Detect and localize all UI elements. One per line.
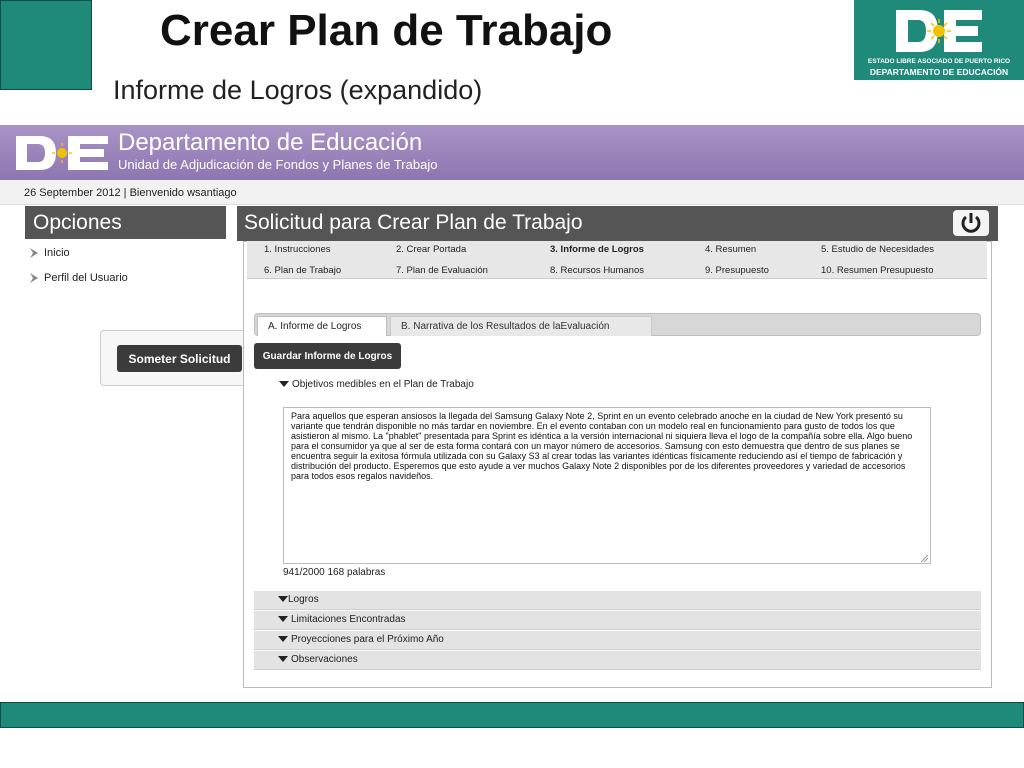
sidebar-item-label: Perfil del Usuario [44, 272, 128, 284]
section-logros-toggle[interactable] [254, 591, 981, 610]
app-title: Departamento de Educación [118, 129, 423, 156]
section-limitaciones-toggle[interactable] [254, 611, 981, 630]
app-logo-mark [14, 132, 110, 174]
save-report-button[interactable]: Guardar Informe de Logros [254, 343, 401, 369]
section-observaciones-toggle[interactable] [254, 651, 981, 670]
logo-line-1: ESTADO LIBRE ASOCIADO DE PUERTO RICO [867, 58, 1011, 65]
tab-narrativa-resultados[interactable]: B. Narrativa de los Resultados de laEvaluación [390, 316, 652, 336]
sidebar-item-label: Inicio [44, 247, 70, 259]
triangle-down-icon [278, 636, 288, 642]
section-proyecciones-toggle[interactable] [254, 631, 981, 650]
section-objetivos-toggle[interactable] [279, 379, 474, 390]
logout-button[interactable] [953, 210, 989, 236]
slide-subtitle: Informe de Logros (expandido) [113, 75, 483, 105]
power-icon [953, 210, 989, 236]
step-plan-de-trabajo[interactable]: 6. Plan de Trabajo [264, 265, 342, 276]
step-recursos-humanos[interactable]: 8. Recursos Humanos [550, 265, 644, 276]
slide-title: Crear Plan de Trabajo [160, 6, 613, 55]
section-label: Limitaciones Encontradas [291, 614, 406, 625]
app-subtitle: Unidad de Adjudicación de Fondos y Planes de Trabajo [118, 157, 438, 172]
section-label: Logros [288, 594, 319, 605]
word-count: 941/2000 168 palabras [283, 567, 386, 578]
chevron-right-icon [28, 247, 40, 259]
objetivos-textarea[interactable]: Para aquellos que esperan ansiosos la llegada del Samsung Galaxy Note 2, Sprint en un evento celebrado anoche en la ciudad de New York presentó su variante que tendrán disponible no más tardar en noviembre. En el evento contaban con un modelo real en funcionamiento para gusto de todos los que asistieron al mismo. La "phablet" presentada para Sprint es idéntica a la versión internacional ni siquiera lleva el logo de la compañía sobre ella. Algo bueno para el consumidor ya que al ser de esta forma contará con un mayor número de accesorios. Samsung con esto demuestra que dentro de sus planes se encuentra seguir la exitosa fórmula utilizada con su Galaxy S3 al crear todas las variantes idénticas físicamente reduciendo así el tiempo de fabricación y distribución del producto. Esperemos que esto ayude a ver muchos Galaxy Note 2 disponibles por de los diferentes proveedores y variedad de accesorios para todos esos regalos navideños. [283, 407, 931, 564]
logo-line-2: DEPARTAMENTO DE EDUCACIÓN [869, 67, 1009, 77]
decorative-teal-square [0, 0, 92, 90]
sidebar-item-perfil[interactable] [28, 272, 128, 284]
decorative-bottom-bar [0, 702, 1024, 728]
triangle-down-icon [278, 656, 288, 662]
de-logo-mark [894, 6, 984, 56]
app-header [0, 125, 1024, 180]
de-logo [854, 0, 1024, 80]
step-informe-de-logros[interactable]: 3. Informe de Logros [550, 244, 644, 255]
status-line [0, 180, 1024, 205]
sidebar-item-inicio[interactable] [28, 247, 70, 259]
step-instrucciones[interactable]: 1. Instrucciones [264, 244, 331, 255]
submit-request-button[interactable]: Someter Solicitud [117, 345, 242, 372]
triangle-down-icon [278, 616, 288, 622]
tab-informe-de-logros[interactable]: A. Informe de Logros [257, 316, 387, 336]
resize-handle-icon[interactable] [919, 553, 929, 563]
sidebar-heading: Opciones [25, 206, 226, 239]
section-label: Proyecciones para el Próximo Año [291, 634, 444, 645]
step-plan-de-evaluacion[interactable]: 7. Plan de Evaluación [396, 265, 488, 276]
chevron-right-icon [28, 272, 40, 284]
step-resumen[interactable]: 4. Resumen [705, 244, 757, 255]
step-presupuesto[interactable]: 9. Presupuesto [705, 265, 769, 276]
step-crear-portada[interactable]: 2. Crear Portada [396, 244, 467, 255]
step-resumen-presupuesto[interactable]: 10. Resumen Presupuesto [821, 265, 934, 276]
main-heading: Solicitud para Crear Plan de Trabajo [237, 206, 998, 241]
status-text: 26 September 2012 | Bienvenido wsantiago [24, 187, 237, 199]
step-estudio-necesidades[interactable]: 5. Estudio de Necesidades [821, 244, 935, 255]
section-label: Observaciones [291, 654, 358, 665]
section-label: Objetivos medibles en el Plan de Trabajo [292, 379, 474, 390]
triangle-down-icon [278, 596, 288, 602]
triangle-down-icon [279, 381, 289, 387]
